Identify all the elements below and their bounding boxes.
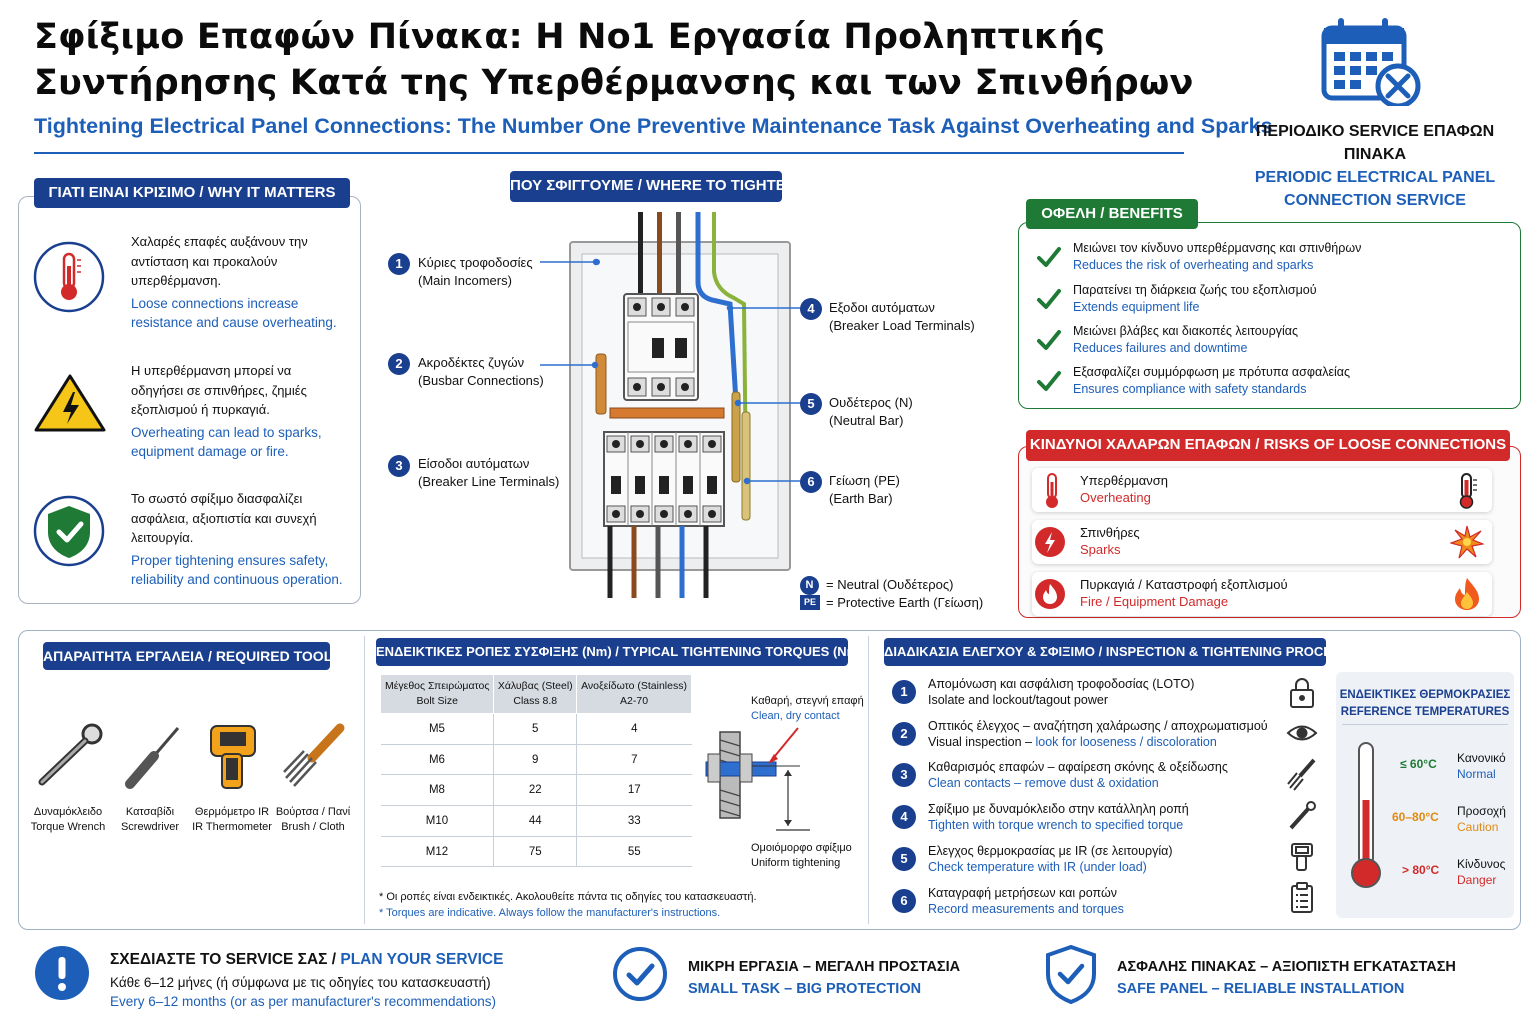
tool-2-gr: Κατσαβίδι xyxy=(125,806,175,818)
benefit-item-3 xyxy=(1036,323,1506,357)
wrench-icon xyxy=(1291,802,1315,828)
clipboard-icon xyxy=(1292,883,1312,912)
benefit-3-en: Reduces failures and downtime xyxy=(1073,341,1248,355)
col-steel-gr: Χάλυβας (Steel) xyxy=(497,680,573,692)
legend-earth-badge: PE xyxy=(800,595,820,610)
ir-gun-icon xyxy=(1292,844,1312,870)
point-1-gr: Κύριες τροφοδοσίες xyxy=(418,255,533,270)
temp-range-caution: 60–80°C xyxy=(1392,810,1439,824)
temp-caution-gr: Προσοχή xyxy=(1457,804,1506,818)
check-icon xyxy=(1036,329,1062,351)
cell: M5 xyxy=(381,714,494,745)
right-gr: ΑΣΦΑΛΗΣ ΠΙΝΑΚΑΣ – ΑΞΙΟΠΙΣΤΗ ΕΓΚΑΤΑΣΤΑΣΗ xyxy=(1117,959,1456,975)
where-tab: ΠΟΥ ΣΦΙΓΓΟΥΜΕ / WHERE TO TIGHTEN xyxy=(510,171,782,202)
torque-note-gr: * Οι ροπές είναι ενδεικτικές. Ακολουθείτε πάντα τις οδηγίες του κατασκευαστή. xyxy=(379,891,757,903)
temp-danger-gr: Κίνδυνος xyxy=(1457,857,1506,871)
divider-1 xyxy=(364,636,365,924)
step-3-en xyxy=(928,775,1159,791)
legend-neutral-badge: N xyxy=(800,576,819,595)
cell: 4 xyxy=(577,714,692,745)
mid-gr: ΜΙΚΡΗ ΕΡΓΑΣΙΑ – ΜΕΓΑΛΗ ΠΡΟΣΤΑΣΙΑ xyxy=(688,959,961,975)
step-3-en-b: remove dust & oxidation xyxy=(1024,776,1159,790)
why-item-3-en: Proper tightening ensures safety, reliability and continuous operation. xyxy=(131,552,343,587)
step-5-en: Check temperature with IR (under load) xyxy=(928,860,1147,874)
step-4-gr: Σφίξιμο με δυναμόκλειδο στην κατάλληλη ροπή xyxy=(928,802,1189,816)
cell: M6 xyxy=(381,744,494,775)
check-icon xyxy=(1036,246,1062,268)
risk-1-en: Overheating xyxy=(1080,490,1151,505)
torque-table xyxy=(380,674,692,867)
point-6-gr: Γείωση (PE) xyxy=(829,473,900,488)
risk-2-en: Sparks xyxy=(1080,542,1121,557)
torques-tab: ΕΝΔΕΙΚΤΙΚΕΣ ΡΟΠΕΣ ΣΥΣΦΙΞΗΣ (Nm) / TYPICAL TIGHTENING TORQUES (Nm) xyxy=(376,638,848,666)
cell: 44 xyxy=(494,806,577,837)
step-2-en-a: Visual inspection – xyxy=(928,735,1036,749)
point-5-en: (Neutral Bar) xyxy=(829,413,904,428)
plan-en: Every 6–12 months (or as per manufacturer's recommendations) xyxy=(110,994,496,1009)
legend-earth: = Protective Earth (Γείωση) xyxy=(826,595,984,610)
cell: M12 xyxy=(381,836,494,867)
step-1-gr: Απομόνωση και ασφάλιση τροφοδοσίας (LOTO) xyxy=(928,677,1195,691)
brush-icon xyxy=(282,722,346,792)
mid-slogan xyxy=(688,956,960,1000)
point-number-6: 6 xyxy=(800,471,822,493)
benefit-2-gr: Παρατείνει τη διάρκεια ζωής του εξοπλισμού xyxy=(1073,283,1317,297)
point-4-en: (Breaker Load Terminals) xyxy=(829,318,975,333)
thermometer-icon xyxy=(1042,472,1062,510)
risk-item-1 xyxy=(1032,468,1492,512)
bolt-diagram-icon xyxy=(700,726,830,836)
step-number: 6 xyxy=(892,889,916,913)
benefit-item-4 xyxy=(1036,364,1506,398)
step-5-gr: Ελεγχος θερμοκρασίας με IR (σε λειτουργία) xyxy=(928,844,1173,858)
col-bolt-en: Bolt Size xyxy=(416,695,458,707)
benefit-4-gr: Εξασφαλίζει συμμόρφωση με πρότυπα ασφαλείας xyxy=(1073,365,1351,379)
temps-divider xyxy=(1342,724,1508,725)
col-bolt xyxy=(381,675,494,714)
ir-thermometer-icon xyxy=(208,724,258,792)
point-6-en: (Earth Bar) xyxy=(829,491,893,506)
cell: 9 xyxy=(494,744,577,775)
lightning-icon xyxy=(1034,526,1066,558)
step-number: 2 xyxy=(892,722,916,746)
point-1-en: (Main Incomers) xyxy=(418,273,512,288)
step-6-en: Record measurements and torques xyxy=(928,902,1124,916)
check-icon xyxy=(1036,370,1062,392)
step-2-en-b: look for looseness / discoloration xyxy=(1035,735,1217,749)
step-number: 5 xyxy=(892,847,916,871)
risk-3-gr: Πυρκαγιά / Καταστροφή εξοπλισμού xyxy=(1080,577,1288,592)
tool-4-label xyxy=(268,805,358,835)
step-2-gr: Οπτικός έλεγχος – αναζήτηση χαλάρωσης / αποχρωματισμού xyxy=(928,719,1268,733)
spark-icon xyxy=(1450,525,1484,559)
step-3-gr: Καθαρισμός επαφών – αφαίρεση σκόνης & οξείδωσης xyxy=(928,760,1228,774)
fire-icon xyxy=(1034,578,1066,610)
step-2-en xyxy=(928,734,1217,750)
brand-en-line1: PERIODIC ELECTRICAL PANEL xyxy=(1254,169,1496,186)
process-step-6 xyxy=(890,885,1330,921)
temp-danger-en: Danger xyxy=(1457,873,1497,887)
tool-4-gr: Βούρτσα / Πανί xyxy=(275,806,351,818)
uniform-gr: Ομοιόμορφο σφίξιμο xyxy=(751,842,852,854)
col-steel xyxy=(494,675,577,714)
temp-range-normal: ≤ 60°C xyxy=(1400,757,1437,771)
col-stainless xyxy=(577,675,692,714)
torque-wrench-icon xyxy=(30,722,106,792)
page-subtitle: Tightening Electrical Panel Connections: The Number One Preventive Maintenance Task Against Overheating and Sparks xyxy=(34,114,1273,138)
cell: 55 xyxy=(577,836,692,867)
risk-item-2 xyxy=(1032,520,1492,564)
risk-2-gr: Σπινθήρες xyxy=(1080,525,1140,540)
process-step-3 xyxy=(890,759,1330,795)
shield-check-icon xyxy=(1044,944,1098,1004)
brand-en-line2: CONNECTION SERVICE xyxy=(1284,192,1466,209)
process-step-5 xyxy=(890,843,1330,879)
why-item-2-gr: Η υπερθέρμανση μπορεί να οδηγήσει σε σπινθήρες, ζημιές εξοπλισμού ή πυρκαγιά. xyxy=(131,363,307,417)
point-5-gr: Ουδέτερος (N) xyxy=(829,395,913,410)
tool-4-en: Brush / Cloth xyxy=(281,821,345,833)
temp-caution-en: Caution xyxy=(1457,820,1499,834)
point-5-label xyxy=(829,394,913,430)
step-4-en: Tighten with torque wrench to specified torque xyxy=(928,818,1184,832)
uniform-note xyxy=(751,841,852,871)
col-stainless-en: A2-70 xyxy=(620,695,649,707)
col-bolt-gr: Μέγεθος Σπειρώματος xyxy=(384,680,490,692)
shield-check-icon xyxy=(32,494,108,570)
step-1-en: Isolate and lockout/tagout power xyxy=(928,693,1108,707)
thermometer-icon xyxy=(32,240,108,316)
benefit-4-en: Ensures compliance with safety standards xyxy=(1073,382,1307,396)
plan-title-gr: ΣΧΕΔΙΑΣΤΕ ΤΟ SERVICE ΣΑΣ / xyxy=(110,951,341,968)
screwdriver-icon xyxy=(122,722,184,792)
header-divider xyxy=(34,152,1184,154)
calendar-wrench-icon xyxy=(1320,14,1424,106)
benefit-item-1 xyxy=(1036,240,1506,274)
why-item-1 xyxy=(131,232,346,333)
point-number-1: 1 xyxy=(388,253,410,275)
right-slogan xyxy=(1117,956,1456,1000)
step-number: 3 xyxy=(892,763,916,787)
brand-gr: ΠΕΡΙΟΔΙΚΟ SERVICE ΕΠΑΦΩΝ ΠΙΝΑΚΑ xyxy=(1255,123,1495,163)
right-en: SAFE PANEL – RELIABLE INSTALLATION xyxy=(1117,981,1405,997)
service-brand xyxy=(1236,120,1514,212)
tool-1-gr: Δυναμόκλειδο xyxy=(33,806,103,818)
temp-normal-gr: Κανονικό xyxy=(1457,751,1506,765)
temp-range-danger: > 80°C xyxy=(1402,863,1440,877)
table-row xyxy=(381,836,692,867)
point-4-gr: Εξοδοι αυτόματων xyxy=(829,300,935,315)
point-1-label xyxy=(418,254,533,290)
contact-note xyxy=(751,694,864,724)
process-tab: ΔΙΑΔΙΚΑΣΙΑ ΕΛΕΓΧΟΥ & ΣΦΙΞΙΜΟ / INSPECTION & TIGHTENING PROCESS xyxy=(884,638,1326,666)
cell: 17 xyxy=(577,775,692,806)
legend-neutral: = Neutral (Ουδέτερος) xyxy=(826,577,954,592)
temps-title xyxy=(1338,687,1512,721)
benefits-tab: ΟΦΕΛΗ / BENEFITS xyxy=(1026,199,1198,229)
point-3-label xyxy=(418,455,559,491)
exclamation-icon xyxy=(34,945,90,1001)
cell: 7 xyxy=(577,744,692,775)
cell: M10 xyxy=(381,806,494,837)
point-2-gr: Ακροδέκτες ζυγών xyxy=(418,355,525,370)
padlock-icon xyxy=(1291,679,1313,707)
cell: 22 xyxy=(494,775,577,806)
table-row xyxy=(381,806,692,837)
step-number: 1 xyxy=(892,680,916,704)
table-row xyxy=(381,744,692,775)
flame-icon xyxy=(1452,576,1482,612)
point-3-en: (Breaker Line Terminals) xyxy=(418,474,560,489)
benefit-item-2 xyxy=(1036,282,1506,316)
contact-gr: Καθαρή, στεγνή επαφή xyxy=(751,695,864,707)
process-step-1 xyxy=(890,676,1330,712)
benefit-1-en: Reduces the risk of overheating and sparks xyxy=(1073,258,1314,272)
table-row xyxy=(381,775,692,806)
process-step-2 xyxy=(890,718,1330,754)
temp-normal-en: Normal xyxy=(1457,767,1496,781)
contact-en: Clean, dry contact xyxy=(751,710,840,722)
check-circle-icon xyxy=(612,946,668,1002)
point-6-label xyxy=(829,472,900,508)
col-steel-en: Class 8.8 xyxy=(513,695,558,707)
mid-en: SMALL TASK – BIG PROTECTION xyxy=(688,981,922,997)
benefit-3-gr: Μειώνει βλάβες και διακοπές λειτουργίας xyxy=(1073,324,1298,338)
why-item-2 xyxy=(131,361,346,462)
point-number-4: 4 xyxy=(800,298,822,320)
tool-1-label xyxy=(23,805,113,835)
tool-3-en: IR Thermometer xyxy=(192,821,272,833)
plan-title xyxy=(110,951,503,969)
step-number: 4 xyxy=(892,805,916,829)
thermometer-hot-icon xyxy=(1454,472,1480,510)
risk-3-en: Fire / Equipment Damage xyxy=(1080,594,1229,609)
step-6-gr: Καταγραφή μετρήσεων και ροπών xyxy=(928,886,1117,900)
why-item-3 xyxy=(131,489,346,590)
point-number-2: 2 xyxy=(388,353,410,375)
why-item-3-gr: Το σωστό σφίξιμο διασφαλίζει ασφάλεια, αξιοπιστία και συνεχή λειτουργία. xyxy=(131,491,317,545)
why-tab: ΓΙΑΤΙ ΕΙΝΑΙ ΚΡΙΣΙΜΟ / WHY IT MATTERS xyxy=(34,178,350,208)
page-title: Σφίξιμο Επαφών Πίνακα: Η Νο1 Εργασία Προληπτικής Συντήρησης Κατά της Υπερθέρμανσης και των Σπινθήρων xyxy=(34,17,1194,103)
big-thermometer-icon xyxy=(1346,740,1386,892)
risk-1-gr: Υπερθέρμανση xyxy=(1080,473,1169,488)
cell: 5 xyxy=(494,714,577,745)
point-3-gr: Είσοδοι αυτόματων xyxy=(418,456,530,471)
tool-3-label xyxy=(187,805,277,835)
plan-gr: Κάθε 6–12 μήνες (ή σύμφωνα με τις οδηγίες του κατασκευαστή) xyxy=(110,975,491,990)
torque-note-en: * Torques are indicative. Always follow the manufacturer's instructions. xyxy=(379,907,721,919)
why-item-2-en: Overheating can lead to sparks, equipment damage or fire. xyxy=(131,424,322,459)
cell: 33 xyxy=(577,806,692,837)
tool-2-en: Screwdriver xyxy=(120,821,180,833)
tool-1-en: Torque Wrench xyxy=(30,821,106,833)
benefit-2-en: Extends equipment life xyxy=(1073,300,1200,314)
process-step-4 xyxy=(890,801,1330,837)
pointer-lines xyxy=(530,255,820,515)
point-2-en: (Busbar Connections) xyxy=(418,373,544,388)
eye-icon xyxy=(1288,727,1316,740)
tool-3-gr: Θερμόμετρο IR xyxy=(194,806,270,818)
temps-title-en: REFERENCE TEMPERATURES xyxy=(1340,706,1510,718)
uniform-en: Uniform tightening xyxy=(751,857,841,869)
temps-title-gr: ΕΝΔΕΙΚΤΙΚΕΣ ΘΕΡΜΟΚΡΑΣΙΕΣ xyxy=(1339,689,1511,701)
point-number-5: 5 xyxy=(800,393,822,415)
plan-text xyxy=(110,973,496,1011)
cell: 75 xyxy=(494,836,577,867)
process-icons xyxy=(1286,676,1318,916)
step-3-en-a: Clean contacts – xyxy=(928,776,1025,790)
col-stainless-gr: Ανοξείδωτο (Stainless) xyxy=(581,680,687,692)
risk-item-3 xyxy=(1032,572,1492,616)
point-number-3: 3 xyxy=(388,455,410,477)
benefit-1-gr: Μειώνει τον κίνδυνο υπερθέρμανσης και σπινθήρων xyxy=(1073,241,1362,255)
risks-tab: ΚΙΝΔΥΝΟΙ ΧΑΛΑΡΩΝ ΕΠΑΦΩΝ / RISKS OF LOOSE CONNECTIONS xyxy=(1026,430,1510,461)
point-4-label xyxy=(829,299,975,335)
torque-footnote xyxy=(379,889,757,921)
cell: M8 xyxy=(381,775,494,806)
warning-lightning-icon xyxy=(34,372,106,434)
tool-2-label xyxy=(105,805,195,835)
tools-tab: ΑΠΑΡΑΙΤΗΤΑ ΕΡΓΑΛΕΙΑ / REQUIRED TOOLS xyxy=(43,642,330,670)
why-item-1-gr: Χαλαρές επαφές αυξάνουν την αντίσταση και προκαλούν υπερθέρμανση. xyxy=(131,234,308,288)
divider-2 xyxy=(868,636,869,924)
brush-icon xyxy=(1288,760,1314,790)
point-2-label xyxy=(418,354,544,390)
plan-title-en: PLAN YOUR SERVICE xyxy=(340,951,504,968)
table-row xyxy=(381,714,692,745)
why-item-1-en: Loose connections increase resistance and cause overheating. xyxy=(131,295,337,330)
check-icon xyxy=(1036,288,1062,310)
